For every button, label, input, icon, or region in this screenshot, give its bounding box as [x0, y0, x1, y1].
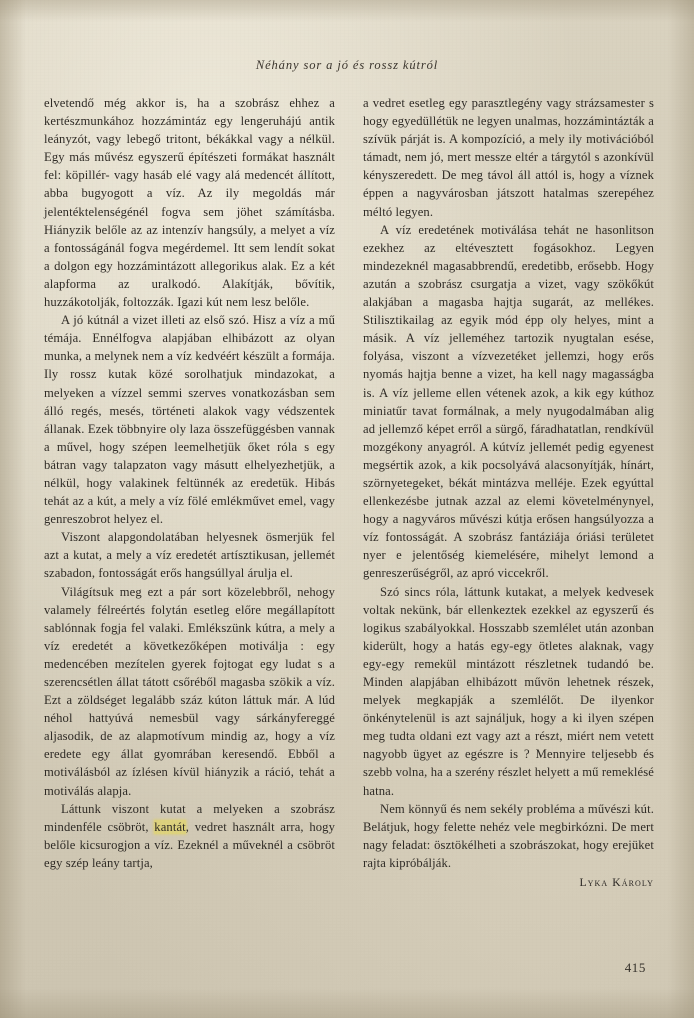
paragraph: Viszont alapgondolatában helyesnek ösmerjük fel azt a kutat, a mely a víz eredetét artísztikusan, jellemét szabadon, fontosságát erős hangsúllyal árulja el. — [44, 530, 335, 581]
paragraph-text-after: , vedret használt arra, hogy belőle kicsurogjon a víz. Ezeknél a műveknél a csöbröt egy szép leány tartja, — [44, 819, 335, 870]
paragraph: A jó kútnál a vizet illeti az első szó. Hisz a víz a mű témája. Ennélfogva alapjában elhibázott az olyan munka, a melynek nem a víz kedvéért készült a formája. Ily rossz kutak közé sorolhatjuk mindazokat, a melyeken a vízzel semmi szerves vonatkozásban sem álló regés, mesés, történeti alakok vagy védszentek állanak. Ezek többnyire oly laza összefüggésben vannak a művel, hogy szépen leemelhetjük őket róla s egy bátran vagy talapzaton vagy másutt elhelyezhetjük, a nélkül, hogy valakinek feltünnék az eredetük. Hibás tehát az a kút, a mely a víz fölé emlékművet emel, vagy genreszobrot helyez el. — [44, 313, 335, 527]
paragraph: Világítsuk meg ezt a pár sort közelebbről, nehogy valamely félreértés folytán esetleg előre megállapított sablónnak fogja fel valaki. Emlékszünk kútra, a mely a víz eredetét a következőképen motiválja : egy medencében mezítelen gyerek fojtogat egy ludat s a szerencsétlen állat tátott csőréből magasba szökik a víz. Ezt a zöldséget legalább száz kúton láttuk már. A lúd néhol hattyúvá nemesbül vagy sárkányfereggé aljasodik, de az alapmotívum mindig az, hogy a víz eredete egy állat gyomrában keresendő. Ebből a motiválásból az ízlésen kívül hiányzik a ráció, tehát a motiválás alapja. — [44, 584, 335, 798]
highlighted-word: kantát — [154, 819, 186, 834]
page-edge-shadow-top — [0, 0, 694, 22]
text-columns — [44, 94, 654, 889]
page-edge-shadow-right — [668, 0, 694, 1018]
paragraph: Nem könnyű és nem sekély probléma a művészi kút. Belátjuk, hogy felette nehéz vele megbirkózni. De mert nagy feladat: ösztökélheti a szobrászokat, hogy erejüket rajta kipróbálják. — [363, 801, 654, 870]
paragraph: a vedret esetleg egy parasztlegény vagy strázsamester s hogy egyedüllétük ne legyen unalmas, hozzámintázták a szívük párját is. A kompozíció, a mely ily motivációból támadt, nem jó, mert messze eltér a tárgytól s azonkívül kényszeredett. De meg távol áll attól is, hogy a víznek éppen a nagyvárosban játszott hatalmas szerepéhez méltó legyen. — [363, 96, 654, 219]
right-column — [363, 94, 654, 889]
running-head: Néhány sor a jó és rossz kútról — [255, 58, 439, 72]
page-number: 415 — [624, 960, 646, 975]
paragraph: Szó sincs róla, láttunk kutakat, a melyek kedvesek voltak nekünk, bár ellenkeztek ezekkel az egyszerű és logikus szabályokkal. Hosszabb szemlélet után azonban kiderült, hogy a hatás egy-egy ötletes alaknak, vagy egy-egy remekül mintázott részletnek tudandó be. Minden alapjában elhibázott művön lehetnek részek, melyek megkapják a szemlélőt. De ilyenkor önkénytelenül is azt sajnáljuk, hogy a ki ilyen szépen meg tudta oldani ezt vagy azt a részt, miért nem vetett nagyobb ügyet az egészre is ? Mennyire teljesebb és szebb volna, ha a szerény részlet helyett a mű remeklésé hatna. — [363, 584, 654, 798]
paragraph: A víz eredetének motiválása tehát ne hasonlitson ezekhez az eltévesztett fogásokhoz. Legyen mindezeknél magasabbrendű, eredetibb, erősebb. Hogy azután a szobrász csurgatja a vizet, vagy szökőkút alakjában a magasba hajtja sugarát, az mellékes. Stilisztikailag az egyik mód épp oly helyes, mint a másik. A víz jelleméhez tartozik nyugtalan esése, folyása, viszont a vízvezetéket jellemzi, hogy erős nyomás hajtja benne a vizet, ha kell nagy magasságba is. A víz jelleme ellen vétenek azok, a kik egy kúthoz miniatűr tavat formálnak, a mely nyugodalmában alig ad jellemző képet erről a sürgő, fáradhatatlan, rendkívül mozgékony anyagról. A kútvíz jellemét pedig egyenest megsértik azok, a kik pocsolyává alacsonyítják, hínárt, szörnyetegeket, békát mintázva melléje. Ezek egyúttal ellenkezésbe jutnak azzal az elemi követelménynyel, hogy a nagyváros művészi kútja erősen hangsúlyozza a víz fontosságát. A szobrász fantáziája óriási területet nyer e jelentőség kiemelésére, mihelyt lemond a genreszerűségről, az apró viccekről. — [363, 222, 654, 581]
author-signature: Lyka Károly — [579, 876, 654, 890]
left-column — [44, 94, 335, 889]
page-edge-shadow-bottom — [0, 988, 694, 1018]
paragraph: elvetendő még akkor is, ha a szobrász ehhez a kertészmunkához hozzámintáz egy lengeruhájú antik leányzót, vagy lebegő tritont, békákkal vagy a nélkül. Egy más művész egyszerű építészeti formákat használt fel: köpillér- vagy hasáb elé vagy alá medencét állított, abba bugyogott a víz. Az ily megoldás már jelentéktelenségénél fogva sem jöhet számításba. Hiányzik belőle az az intenzív hangsúly, a melyet a víz a fontosságánál fogva megérdemel. Itt sem lendít sokat a dolgon egy hozzámintázott allegorikus alak. Ez a két alapforma az uralkodó. Alakítják, bővítik, huzzákotolják, foltozzák. Igazi kút nem lesz belőle. — [44, 96, 335, 310]
page-edge-shadow-left — [0, 0, 26, 1018]
paragraph-text-before: Láttunk viszont kutat a melyeken a szobrász mindenféle csöbröt, — [44, 801, 335, 834]
paragraph-with-highlight — [44, 800, 335, 872]
